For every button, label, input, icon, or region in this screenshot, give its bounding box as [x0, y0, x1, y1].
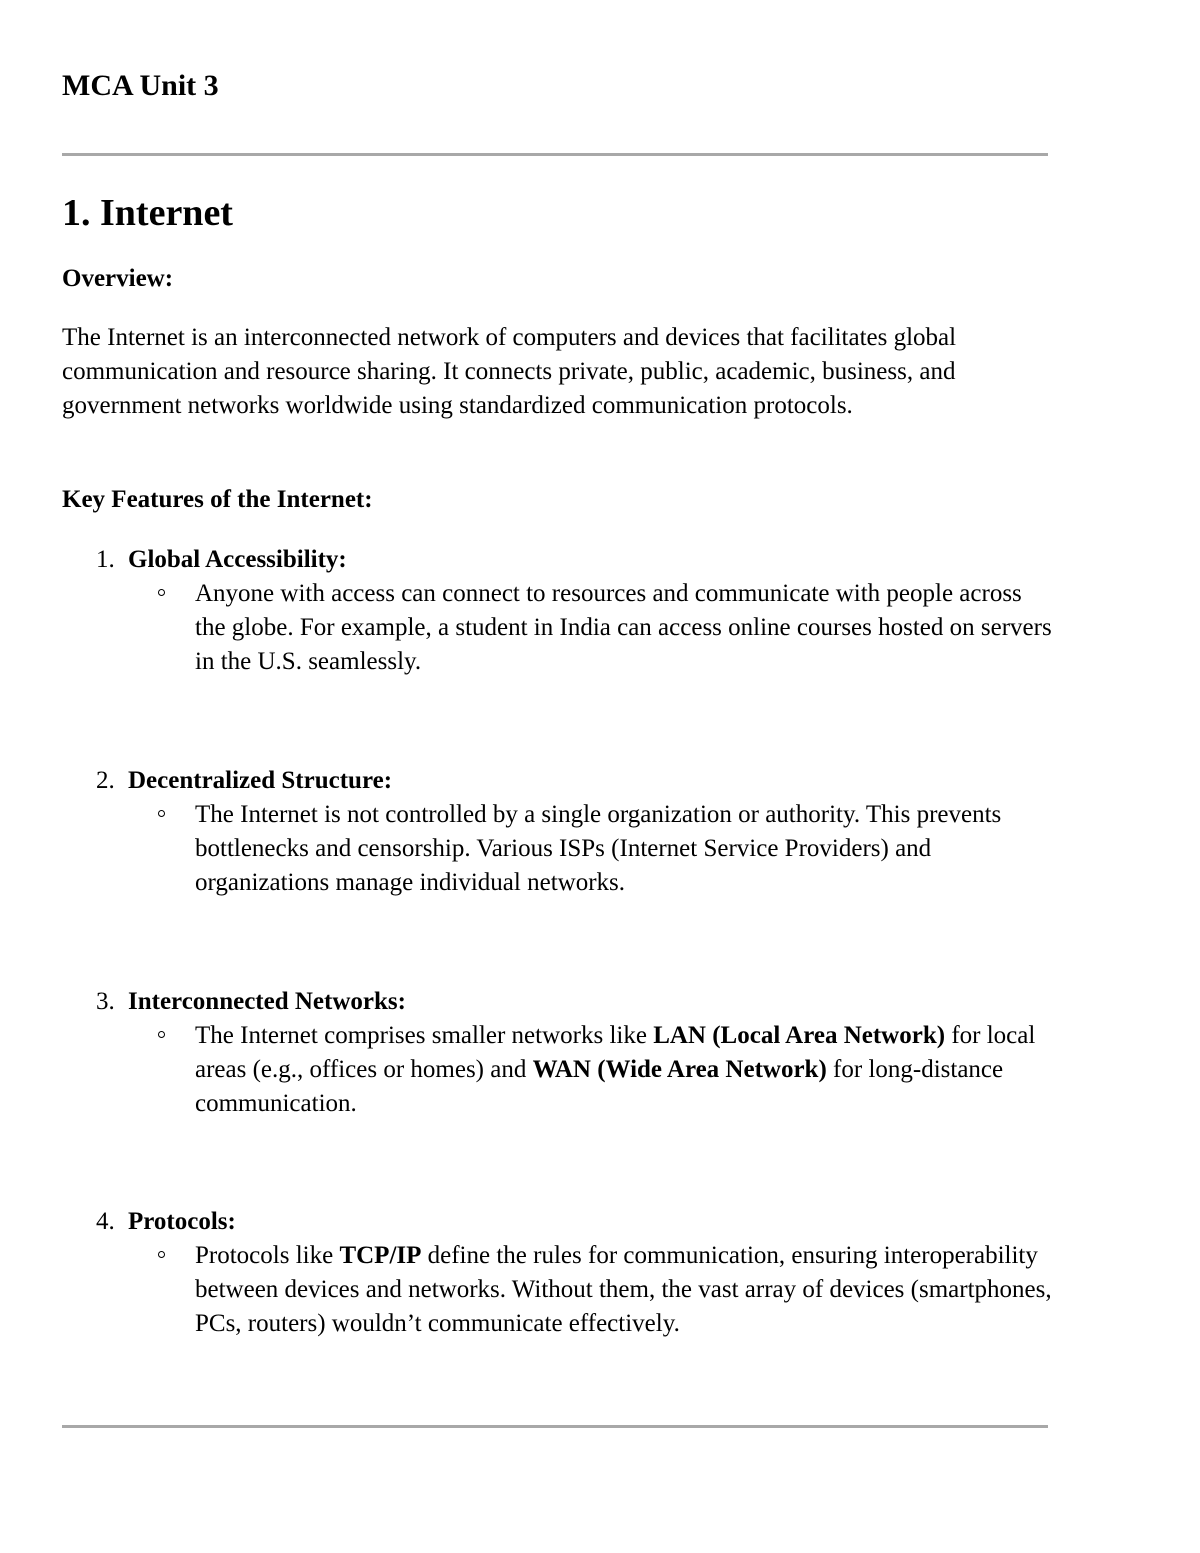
description-text: for long-distance communication.	[195, 1056, 1004, 1117]
overview-paragraph: The Internet is an interconnected network of computers and devices that facilitates global communication and resource sharing. It connects private, public, academic, business, and government networks worldwide using standardized communication protocols.	[62, 324, 957, 419]
feature-item	[62, 985, 1048, 1121]
overview-label: Overview:	[62, 265, 174, 292]
hollow-circle-bullet-icon	[158, 589, 165, 596]
feature-heading	[62, 543, 1048, 577]
feature-title: Global Accessibility:	[128, 546, 347, 573]
tcp-ip-term: TCP/IP	[339, 1242, 422, 1269]
feature-number: 2.	[96, 767, 115, 794]
feature-title: Decentralized Structure:	[128, 767, 393, 794]
feature-description	[195, 1239, 1055, 1341]
section-heading: 1. Internet	[62, 192, 233, 234]
feature-item	[62, 764, 1048, 900]
feature-number: 3.	[96, 988, 115, 1015]
hollow-circle-bullet-icon	[158, 1251, 165, 1258]
key-features-label: Key Features of the Internet:	[62, 486, 373, 513]
top-divider	[62, 153, 1048, 156]
feature-title: Interconnected Networks:	[128, 988, 406, 1015]
feature-bullet	[62, 1019, 1048, 1121]
feature-item	[62, 543, 1052, 679]
description-text: define the rules for communication, ensuring interoperability between devices and networks. Without them, the vast array of devices (smartphones, PCs, routers) wouldn’t communicate effectively.	[195, 1242, 1052, 1337]
feature-bullet	[62, 798, 1048, 900]
feature-description: The Internet is not controlled by a single organization or authority. This prevents bottlenecks and censorship. Various ISPs (Internet Service Providers) and organizations manage individual networks.	[195, 801, 1002, 896]
bottom-divider	[62, 1425, 1048, 1428]
feature-number: 4.	[96, 1208, 115, 1235]
feature-heading	[62, 1205, 1048, 1239]
feature-title: Protocols:	[128, 1208, 236, 1235]
feature-bullet	[62, 1239, 1052, 1341]
feature-heading	[62, 985, 1048, 1019]
feature-description	[195, 1019, 1055, 1121]
wan-term: WAN (Wide Area Network)	[532, 1056, 827, 1083]
description-text: The Internet comprises smaller networks like	[195, 1022, 654, 1049]
feature-number: 1.	[96, 546, 115, 573]
feature-bullet	[62, 577, 1052, 679]
hollow-circle-bullet-icon	[158, 1031, 165, 1038]
feature-item	[62, 1205, 1052, 1341]
feature-heading	[62, 764, 1048, 798]
document-title: MCA Unit 3	[62, 69, 219, 102]
hollow-circle-bullet-icon	[158, 810, 165, 817]
description-text: for local areas (e.g., offices or homes) and	[195, 1022, 1036, 1083]
feature-description: Anyone with access can connect to resources and communicate with people across the globe. For example, a student in India can access online courses hosted on servers in the U.S. seamlessly.	[195, 580, 1052, 675]
description-text: Protocols like	[195, 1242, 340, 1269]
lan-term: LAN (Local Area Network)	[653, 1022, 946, 1049]
